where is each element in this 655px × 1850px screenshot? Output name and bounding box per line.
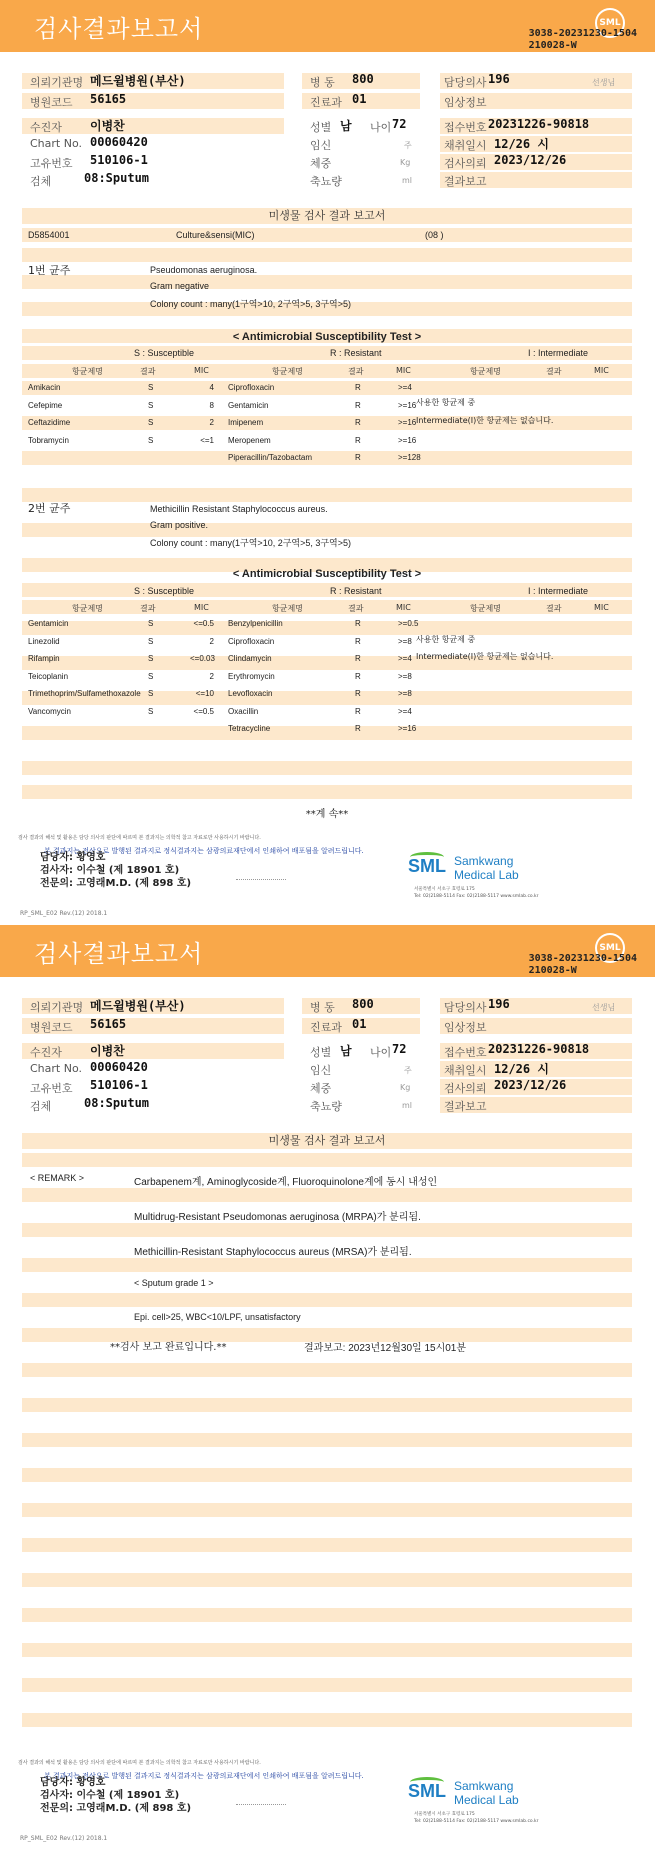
chart-number: 00060420	[90, 135, 148, 149]
ast-mic: 8	[209, 400, 214, 410]
doctor: 196	[488, 72, 510, 86]
receipt-number: 20231226-90818	[488, 117, 590, 131]
report-page-1: 검사결과보고서 SML 3038-20231230-1504 210028-W 의뢰기관명 메드윌병원(부산) 병원코드 56165 병 동 800 진료과 01 담당의사 196 선생님 임상정보 수진자 이병찬 Chart No. 00060420 고유번호 510106-1 검체 08:Sputum 성별 남 나이 72 임신 주 체중 Kg 축뇨량 ml 접수번호 20231226-90818 채취일시 12/26 시 검사의뢰 2023/12/26 결과보고 미생물 검사 결과 보고서 D5854001 Culture&sensi(MIC) (08 ) 1번 균주 Pseudomonas aeruginosa. Gram negative Colony count : many(1구역>10, 2구역>5, 3구역>5) < Antimicrobial Susceptibility Test > S : Susceptible R : Resistant I : Intermediate 항균제명 결과 MIC 항균제명 결과 MIC 항균제명 결과 MIC Amikacin S 4 Cefepime S 8 Ceftazidime S 2 Tobramycin S <=1 Ciprofloxacin R >=4 Gentamicin R >=16 Imipenem R >=16 Meropenem R >=16 Piperacillin/Tazobactam R >=128 사용한 항균제 중 Intermediate(I)한 항균제는 없습니다. 2번 균주 Methicillin Resistant Staphylococcus aureus. Gram positive. Colony count : many(1구역>10, 2구역>5, 3구역>5) < Antimicrobial Susceptibility Test > S : Susceptible R : Resistant I : Intermediate 항균제명 결과 MIC 항균제명 결과 MIC 항균제명 결과 MIC Gentamicin S <=0.5 Linezolid S 2 Rifampin S <=0.03 Teicoplanin S 2 Trimethoprim/Sulfamethoxazole S <=10 Vancomycin S <=0.5 Benzylpenicillin R >=0.5 Ciprofloxacin R >=8 Clindamycin R >=4 Erythromycin R >=8 Levofloxacin R >=8 Oxacillin R >=4 Tetracycline R >=16 사용한 항균제 중 Intermediate(I)한 항균제는 없습니다. **계 속** 검사 결과의 해석 및 활용은 담당 의사의 판단에 따르며 본 결과지는 의학적 참고 자료로만 사용하시기 바랍니다. 본 결과지는 전산으로 발행된 결과지로 정식결과지는 삼광의료재단에서 인쇄하여 배포됨을 알려드립니다. 담당자: 황영호 검사자: 이수철 (제 18901 호) 전문의: 고영래M.D. (제 898 호) SML Samkwang Medical Lab 서울특별시 서초구 효령로 175 Tel: 02)2188-5114 Fax: 02)2188-5117 www.smlab.co.kr RP_SML_E02 Rev.(12) 2018.1	[0, 0, 655, 925]
ast-result: R	[355, 671, 361, 681]
ast-result: R	[355, 706, 361, 716]
form-code: RP_SML_E02 Rev.(12) 2018.1	[20, 910, 108, 917]
ast-mic: 4	[209, 383, 214, 392]
ast-result: S	[148, 418, 154, 427]
test-name: Culture&sensi(MIC)	[176, 230, 255, 240]
ast-drug: Meropenem	[228, 435, 271, 445]
hospital-name: 메드윌병원(부산)	[90, 74, 186, 88]
ast-mic: <=0.03	[190, 654, 215, 663]
ast-result: R	[355, 383, 361, 392]
signature-image	[236, 864, 286, 880]
ast-mic: 2	[209, 636, 214, 646]
specimen: 08:Sputum	[84, 171, 150, 185]
ast-result: R	[355, 400, 361, 410]
samkwang-logo: SML Samkwang Medical Lab	[408, 1779, 519, 1807]
report-title: 검사결과보고서	[34, 15, 204, 43]
ward: 800	[352, 72, 374, 86]
ast-result: R	[355, 724, 361, 733]
ast-mic: >=8	[398, 671, 412, 681]
ast-mic: >=4	[398, 654, 412, 663]
ast-drug: Ciprofloxacin	[228, 636, 275, 646]
ast-mic: 2	[209, 671, 214, 681]
sex: 남	[340, 119, 352, 133]
ast-mic: <=0.5	[193, 706, 214, 716]
ast-drug: Erythromycin	[228, 671, 275, 681]
ast-result: R	[355, 689, 361, 698]
ast-result: S	[148, 383, 154, 392]
ast-result: S	[148, 706, 154, 716]
continued-note: **계 속**	[305, 809, 349, 820]
collection-time: 12/26 시	[494, 137, 549, 151]
ast-drug: Clindamycin	[228, 654, 272, 663]
ast-drug: Teicoplanin	[28, 671, 69, 681]
ast-mic: >=4	[398, 706, 412, 716]
ast-result: R	[355, 619, 361, 628]
ast-mic: <=10	[195, 689, 214, 698]
report-complete: **검사 보고 완료입니다.**	[110, 1342, 227, 1353]
ast-drug: Cefepime	[28, 400, 63, 410]
ast-drug: Ciprofloxacin	[228, 383, 275, 392]
ast-result: R	[355, 636, 361, 646]
ast-mic: 2	[209, 418, 214, 427]
ast-result: S	[148, 636, 154, 646]
patient-name: 이병찬	[90, 119, 125, 133]
ast-mic: <=1	[200, 435, 214, 445]
section-title: 미생물 검사 결과 보고서	[22, 208, 632, 224]
lab-stamp-icon: SML	[595, 8, 625, 38]
ast-mic: >=128	[398, 453, 421, 462]
ast-result: S	[148, 619, 154, 628]
test-code: D5854001	[28, 230, 70, 240]
test-number: (08 )	[425, 230, 444, 240]
ast-result: R	[355, 654, 361, 663]
ast-drug: Tetracycline	[228, 724, 271, 733]
ast-mic: >=0.5	[398, 619, 419, 628]
ast-result: S	[148, 689, 154, 698]
ast-result: R	[355, 435, 361, 445]
ast-result: S	[148, 654, 154, 663]
ast-drug: Linezolid	[28, 636, 60, 646]
lab-stamp-icon: SML	[595, 933, 625, 963]
document-number: 3038-20231230-1504 210028-W	[528, 28, 637, 51]
ast-mic: >=4	[398, 383, 412, 392]
report-time: 결과보고: 2023년12월30일 15시01분	[304, 1343, 467, 1354]
ast-drug: Trimethoprim/Sulfamethoxazole	[28, 689, 141, 698]
remark-label: < REMARK >	[30, 1173, 85, 1183]
organism-2-label: 2번 균주	[28, 502, 71, 515]
ast-drug: Benzylpenicillin	[228, 619, 283, 628]
ast-drug: Rifampin	[28, 654, 60, 663]
hospital-code: 56165	[90, 92, 127, 106]
ast-result: S	[148, 400, 154, 410]
ast-drug: Piperacillin/Tazobactam	[228, 453, 313, 462]
ast-drug: Vancomycin	[28, 706, 71, 716]
ast-mic: >=8	[398, 689, 412, 698]
ast-drug: Levofloxacin	[228, 689, 273, 698]
ast-result: S	[148, 435, 154, 445]
ast-result: R	[355, 453, 361, 462]
department: 01	[352, 92, 367, 106]
report-page-2: 검사결과보고서 SML 3038-20231230-1504 210028-W 의뢰기관명 메드윌병원(부산) 병원코드 56165 병 동 800 진료과 01 담당의사 196 선생님 임상정보 수진자 이병찬 Chart No. 00060420 고유번호 510106-1 검체 08:Sputum 성별 남 나이 72 임신 주 체중 Kg 축뇨량 ml 접수번호 20231226-90818 채취일시 12/26 시 검사의뢰 2023/12/26 결과보고 미생물 검사 결과 보고서 < REMARK > Carbapenem계, Aminoglycoside계, Fluoroquinolone계에 동시 내성인 Multidrug-Resistant Pseudomonas aeruginosa (MRPA)가 분리됨. Methicillin-Resistant Staphylococcus aureus (MRSA)가 분리됨. < Sputum grade 1 > Epi. cell>25, WBC<10/LPF, unsatisfactory **검사 보고 완료입니다.** 결과보고: 2023년12월30일 15시01분 검사 결과의 해석 및 활용은 담당 의사의 판단에 따르며 본 결과지는 의학적 참고 자료로만 사용하시기 바랍니다. 본 결과지는 전산으로 발행된 결과지로 정식결과지는 삼광의료재단에서 인쇄하여 배포됨을 알려드립니다. 담당자: 황영호 검사자: 이수철 (제 18901 호) 전문의: 고영래M.D. (제 898 호) SML Samkwang Medical Lab 서울특별시 서초구 효령로 175 Tel: 02)2188-5114 Fax: 02)2188-5117 www.smlab.co.kr RP_SML_E02 Rev.(12) 2018.1	[0, 925, 655, 1850]
signature-image	[236, 1789, 286, 1805]
ast-mic: <=0.5	[193, 619, 214, 628]
patient-id: 510106-1	[90, 153, 148, 167]
ast-drug: Gentamicin	[228, 400, 269, 410]
request-date: 2023/12/26	[494, 153, 567, 167]
ast-drug: Amikacin	[28, 383, 61, 392]
ast-drug: Tobramycin	[28, 435, 69, 445]
report-banner-2: 검사결과보고서 SML 3038-20231230-1504 210028-W	[0, 925, 655, 977]
age: 72	[392, 117, 407, 131]
ast-drug: Imipenem	[228, 418, 264, 427]
samkwang-logo: SML Samkwang Medical Lab	[408, 854, 519, 882]
ast-drug: Gentamicin	[28, 619, 69, 628]
ast-result: R	[355, 418, 361, 427]
ast-mic: >=16	[398, 400, 417, 410]
ast-mic: >=8	[398, 636, 412, 646]
ast-drug: Ceftazidime	[28, 418, 71, 427]
report-banner	[0, 0, 655, 52]
organism-1-label: 1번 균주	[28, 264, 71, 277]
ast-result: S	[148, 671, 154, 681]
ast-mic: >=16	[398, 418, 417, 427]
ast-mic: >=16	[398, 724, 417, 733]
ast-drug: Oxacillin	[228, 706, 259, 716]
ast-mic: >=16	[398, 435, 417, 445]
